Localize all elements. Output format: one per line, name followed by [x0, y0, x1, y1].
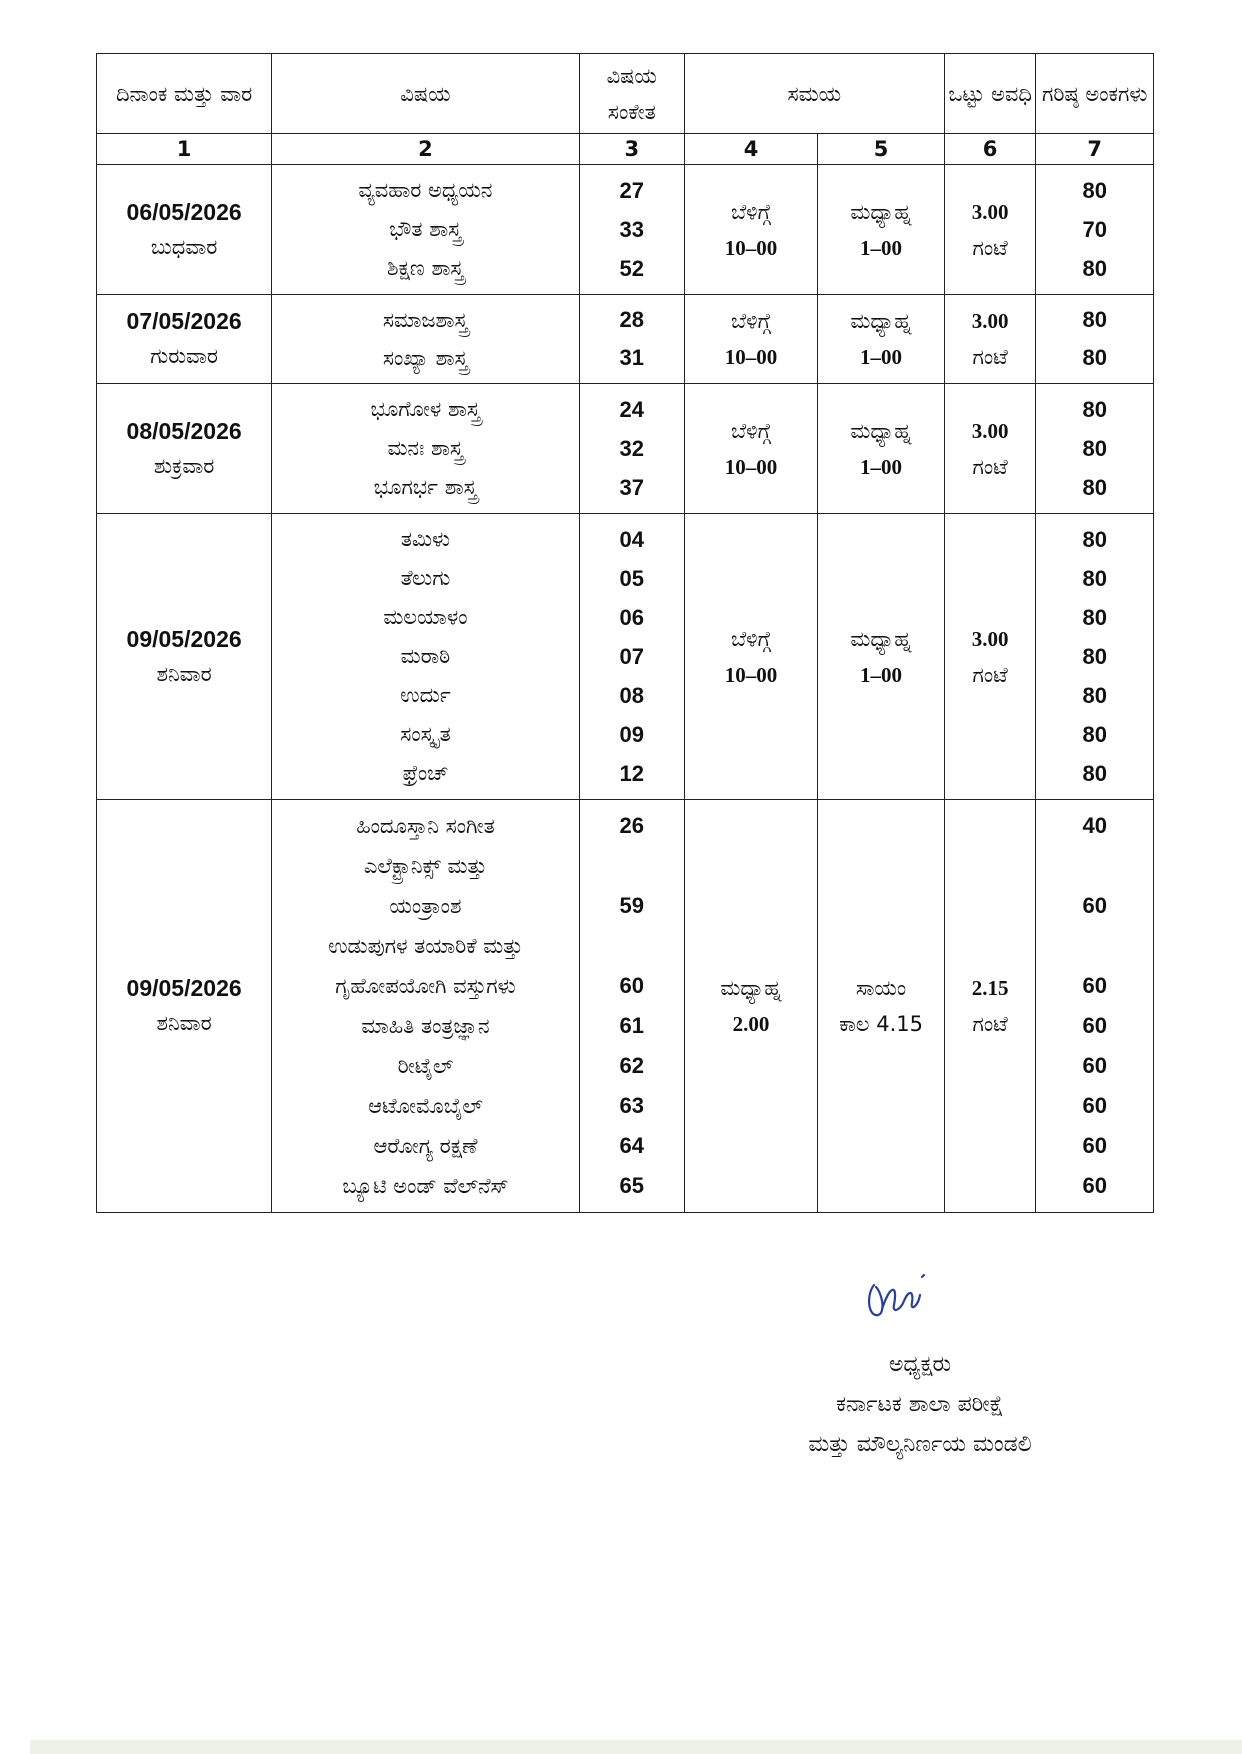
- subject-code: 65: [619, 1173, 644, 1198]
- code-list: [579, 514, 684, 800]
- end-time: 1–00: [860, 345, 903, 369]
- start-time: 10–00: [724, 345, 778, 369]
- start-label: ಬೆಳಿಗ್ಗೆ: [731, 199, 772, 224]
- duration-unit: ಗಂಟೆ: [972, 345, 1008, 369]
- header-row: [97, 54, 1154, 134]
- start-time: 10–00: [724, 235, 778, 260]
- subject-name: ಎಲೆಕ್ಟ್ರಾನಿಕ್ಸ್ ಮತ್ತು: [363, 854, 488, 878]
- subject-name: ವ್ಯವಹಾರ ಅಧ್ಯಯನ: [358, 178, 493, 202]
- exam-day: ಶನಿವಾರ: [156, 661, 212, 686]
- subject-code: 28: [619, 307, 644, 332]
- subject-code: [580, 926, 684, 966]
- col-num: 2: [272, 134, 579, 165]
- subject-name: ಆಟೋಮೊಬೈಲ್: [368, 1094, 483, 1118]
- subject-name: ಫ್ರೆಂಚ್: [402, 761, 449, 785]
- max-marks: 80: [1082, 683, 1107, 708]
- start-time: 10–00: [724, 662, 778, 687]
- max-marks: 60: [1082, 1133, 1107, 1158]
- duration-unit: ಗಂಟೆ: [972, 1012, 1008, 1036]
- subject-name: ತಮಿಳು: [400, 527, 451, 551]
- subject-name: ತೆಲುಗು: [400, 566, 451, 590]
- subject-code: 26: [619, 813, 644, 838]
- end-time: ಕಾಲ 4.15: [839, 1012, 923, 1036]
- header-subject: ವಿಷಯ: [272, 54, 579, 134]
- duration-cell: [944, 800, 1036, 1213]
- header-duration: ಒಟ್ಟು ಅವಧಿ: [944, 54, 1036, 134]
- start-label: ಬೆಳಿಗ್ಗೆ: [731, 309, 772, 333]
- table-row: [97, 800, 1154, 1213]
- max-marks: 80: [1082, 397, 1107, 422]
- exam-day: ಬುಧವಾರ: [150, 234, 218, 259]
- start-time: 10–00: [724, 454, 778, 479]
- end-time: 1–00: [860, 454, 903, 479]
- subject-code: 63: [619, 1093, 644, 1118]
- marks-list: [1036, 800, 1154, 1213]
- marks-list: [1036, 165, 1154, 295]
- subject-name: ಭೂಗರ್ಭ ಶಾಸ್ತ್ರ: [373, 475, 478, 499]
- end-time-cell: [818, 800, 945, 1213]
- duration-value: 3.00: [971, 418, 1009, 443]
- max-marks: 80: [1082, 256, 1107, 281]
- exam-date: 07/05/2026: [126, 308, 242, 334]
- marks-list: [1036, 514, 1154, 800]
- max-marks: 80: [1082, 722, 1107, 747]
- subject-list: [272, 514, 579, 800]
- organization-line-2: ಮತ್ತು ಮೌಲ್ಯನಿರ್ಣಯ ಮಂಡಲಿ: [808, 1432, 1032, 1457]
- subject-name: ಮಲಯಾಳಂ: [383, 605, 468, 629]
- code-list: [579, 165, 684, 295]
- header-time: ಸಮಯ: [684, 54, 944, 134]
- subject-code: 27: [619, 178, 644, 203]
- date-cell: [97, 165, 272, 295]
- max-marks: 80: [1082, 436, 1107, 461]
- page-footer-band: [30, 1740, 1242, 1754]
- duration-cell: [944, 165, 1036, 295]
- max-marks: [1036, 926, 1153, 966]
- subject-code: 61: [619, 1013, 644, 1038]
- end-time-cell: [818, 295, 945, 384]
- max-marks: 60: [1082, 1013, 1107, 1038]
- start-time-cell: [684, 165, 817, 295]
- max-marks: 80: [1082, 475, 1107, 500]
- end-label: ಮಧ್ಯಾಹ್ನ: [850, 626, 912, 651]
- exam-day: ಗುರುವಾರ: [150, 344, 219, 368]
- subject-code: 05: [619, 566, 644, 591]
- end-time-cell: [818, 514, 945, 800]
- signature-block: [740, 1345, 1100, 1465]
- duration-unit: ಗಂಟೆ: [972, 454, 1008, 479]
- max-marks: 80: [1082, 761, 1107, 786]
- max-marks: 40: [1082, 813, 1107, 838]
- subject-name: ಸಮಾಜಶಾಸ್ತ್ರ: [382, 308, 469, 332]
- col-num: 4: [684, 134, 817, 165]
- max-marks: 70: [1082, 217, 1107, 242]
- col-num: 5: [818, 134, 945, 165]
- signature-scribble: [860, 1265, 940, 1335]
- signatory-title: ಅಧ್ಯಕ್ಷರು: [888, 1352, 952, 1377]
- max-marks: 60: [1082, 973, 1107, 998]
- max-marks: 80: [1082, 566, 1107, 591]
- table-row: [97, 295, 1154, 384]
- subject-code: 64: [619, 1133, 644, 1158]
- subject-list: [272, 295, 579, 384]
- max-marks: 60: [1082, 1173, 1107, 1198]
- subject-code: 09: [619, 722, 644, 747]
- duration-value: 2.15: [971, 976, 1009, 1000]
- subject-list: [272, 800, 579, 1213]
- col-num: 7: [1036, 134, 1154, 165]
- code-list: [579, 295, 684, 384]
- subject-code: 32: [619, 436, 644, 461]
- date-cell: [97, 295, 272, 384]
- start-label: ಬೆಳಿಗ್ಗೆ: [731, 418, 772, 443]
- subject-list: [272, 165, 579, 295]
- exam-day: ಶುಕ್ರವಾರ: [153, 453, 215, 478]
- duration-cell: [944, 514, 1036, 800]
- duration-unit: ಗಂಟೆ: [972, 662, 1008, 687]
- subject-name: ಗೃಹೋಪಯೋಗಿ ವಸ್ತುಗಳು: [335, 974, 516, 998]
- subject-name: ಭೌತ ಶಾಸ್ತ್ರ: [389, 217, 462, 241]
- col-num: 3: [579, 134, 684, 165]
- code-list: [579, 384, 684, 514]
- code-list: [579, 800, 684, 1213]
- exam-timetable: [96, 53, 1154, 1213]
- duration-cell: [944, 384, 1036, 514]
- start-time-cell: [684, 800, 817, 1213]
- table-row: [97, 514, 1154, 800]
- exam-day: ಶನಿವಾರ: [156, 1011, 212, 1035]
- subject-name: ಉಡುಪುಗಳ ತಯಾರಿಕೆ ಮತ್ತು: [328, 934, 523, 958]
- max-marks: 80: [1082, 178, 1107, 203]
- subject-code: 06: [619, 605, 644, 630]
- subject-name: ರೀಟೈಲ್: [397, 1054, 454, 1078]
- subject-name: ಮರಾಠಿ: [400, 644, 451, 668]
- exam-date: 06/05/2026: [126, 198, 242, 225]
- exam-date: 09/05/2026: [126, 975, 242, 1001]
- column-number-row: [97, 134, 1154, 165]
- max-marks: 80: [1082, 644, 1107, 669]
- subject-name: ಯಂತ್ರಾಂಶ: [389, 894, 462, 918]
- duration-unit: ಗಂಟೆ: [972, 235, 1008, 260]
- end-label: ಸಾಯಂ: [855, 976, 907, 1000]
- end-time-cell: [818, 384, 945, 514]
- subject-name: ಆರೋಗ್ಯ ರಕ್ಷಣೆ: [373, 1134, 478, 1158]
- header-date: ದಿನಾಂಕ ಮತ್ತು ವಾರ: [97, 54, 272, 134]
- date-cell: [97, 384, 272, 514]
- date-cell: [97, 800, 272, 1213]
- subject-code: 04: [619, 527, 644, 552]
- subject-name: ಬ್ಯೂಟಿ ಅಂಡ್ ವೆಲ್‌ನೆಸ್: [342, 1174, 509, 1198]
- duration-value: 3.00: [971, 626, 1009, 651]
- table-row: [97, 384, 1154, 514]
- end-label: ಮಧ್ಯಾಹ್ನ: [850, 199, 912, 224]
- subject-code: 12: [619, 761, 644, 786]
- end-label: ಮಧ್ಯಾಹ್ನ: [850, 309, 912, 333]
- start-label: ಬೆಳಿಗ್ಗೆ: [731, 626, 772, 651]
- col-num: 1: [97, 134, 272, 165]
- subject-code: 37: [619, 475, 644, 500]
- marks-list: [1036, 384, 1154, 514]
- exam-date: 09/05/2026: [126, 625, 242, 652]
- subject-code: 07: [619, 644, 644, 669]
- exam-date: 08/05/2026: [126, 417, 242, 444]
- max-marks: [1036, 846, 1153, 886]
- max-marks: 80: [1082, 527, 1107, 552]
- subject-code: 31: [619, 345, 644, 370]
- start-time-cell: [684, 295, 817, 384]
- end-time: 1–00: [860, 235, 903, 260]
- subject-name: ಮನಃ ಶಾಸ್ತ್ರ: [387, 436, 464, 460]
- subject-code: 62: [619, 1053, 644, 1078]
- subject-name: ಸಂಖ್ಯಾ ಶಾಸ್ತ್ರ: [382, 346, 469, 370]
- subject-code: [580, 846, 684, 886]
- subject-code: 52: [619, 256, 644, 281]
- subject-code: 08: [619, 683, 644, 708]
- subject-code: 33: [619, 217, 644, 242]
- subject-name: ಮಾಹಿತಿ ತಂತ್ರಜ್ಞಾನ: [361, 1014, 490, 1038]
- max-marks: 60: [1082, 893, 1107, 918]
- table-row: [97, 165, 1154, 295]
- duration-value: 3.00: [971, 199, 1009, 224]
- subject-list: [272, 384, 579, 514]
- subject-name: ಭೂಗೋಳ ಶಾಸ್ತ್ರ: [370, 397, 481, 421]
- max-marks: 60: [1082, 1053, 1107, 1078]
- date-cell: [97, 514, 272, 800]
- organization-line-1: ಕರ್ನಾಟಕ ಶಾಲಾ ಪರೀಕ್ಷೆ: [836, 1392, 1004, 1417]
- max-marks: 80: [1082, 605, 1107, 630]
- subject-code: 60: [619, 973, 644, 998]
- duration-value: 3.00: [971, 309, 1009, 333]
- marks-list: [1036, 295, 1154, 384]
- header-code: ವಿಷಯ ಸಂಕೇತ: [579, 54, 684, 134]
- duration-cell: [944, 295, 1036, 384]
- start-time-cell: [684, 384, 817, 514]
- end-time-cell: [818, 165, 945, 295]
- end-label: ಮಧ್ಯಾಹ್ನ: [850, 418, 912, 443]
- start-label: ಮಧ್ಯಾಹ್ನ: [720, 976, 782, 1000]
- max-marks: 60: [1082, 1093, 1107, 1118]
- subject-code: 59: [619, 893, 644, 918]
- header-marks: ಗರಿಷ್ಠ ಅಂಕಗಳು: [1036, 54, 1154, 134]
- col-num: 6: [944, 134, 1036, 165]
- subject-name: ಸಂಸ್ಕೃತ: [400, 722, 451, 746]
- subject-name: ಶಿಕ್ಷಣ ಶಾಸ್ತ್ರ: [386, 256, 464, 280]
- subject-name: ಹಿಂದೂಸ್ತಾನಿ ಸಂಗೀತ: [356, 814, 495, 838]
- subject-name: ಉರ್ದು: [400, 683, 451, 707]
- start-time-cell: [684, 514, 817, 800]
- subject-code: 24: [619, 397, 644, 422]
- start-time: 2.00: [732, 1012, 770, 1036]
- end-time: 1–00: [860, 662, 903, 687]
- max-marks: 80: [1082, 345, 1107, 370]
- max-marks: 80: [1082, 307, 1107, 332]
